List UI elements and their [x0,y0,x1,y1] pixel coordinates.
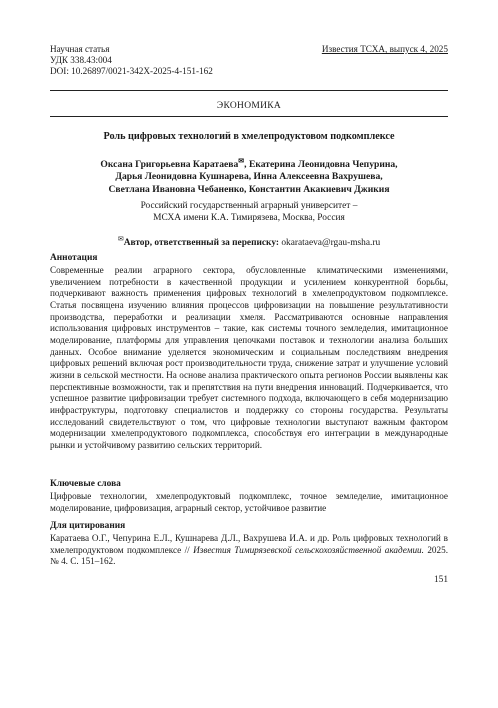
udc-code: УДК 338.43:004 [50,55,112,65]
corresponding-author: Оксана Григорьевна Каратаева [100,159,239,171]
correspondence-label: Автор, ответственный за переписку: [123,238,280,249]
envelope-icon: ✉ [238,157,245,165]
citation-text: Каратаева О.Г., Чепурина Е.Л., Кушнарева Д.Л., Вахрушева И.А. и др. Роль цифровых технологий в хмелепродуктовом подкомплексе // Известия Тимирязевской сельскохозяйственной академии. 2025. № 4. С. 151–162. [50,533,448,567]
correspondence [50,235,448,248]
citation-heading: Для цитирования [50,521,126,531]
keywords-text: Цифровые технологии, хмелепродуктовый подкомплекс, точное земледелие, имитационное моделирование, цифровизация, аграрный сектор, устойчивое развитие [50,491,448,513]
doi: DOI: 10.26897/0021-342X-2025-4-151-162 [50,66,213,76]
author-list: Оксана Григорьевна Каратаева✉, Екатерина Леонидовна Чепурина, Дарья Леонидовна Кушнарева, Инна Алексеевна Вахрушева, Светлана Ивановна Чебаненко, Константин Акакиевич Джикия [50,155,448,196]
authors-line-3: Светлана Ивановна Чебаненко, Константин Акакиевич Джикия [108,183,390,195]
article-type: Научная статья [50,44,110,54]
abstract-text: Современные реалии аграрного сектора, обусловленные климатическими изменениями, увеличением потребности в качественной продукции и усилением конкурентной борьбы, подчеркивают важность применения цифровых технологий в хмелепродуктовом подкомплексе. Статья посвящена изучению влияния процессов цифровизации на повышение результативности производства, переработки и реализации хмеля. Рассматриваются основные направления использования цифровых инструментов – такие, как системы точного земледелия, имитационное моделирование, платформы для управления цепочками поставок и технологии анализа больших данных. Особое внимание уделяется экономическим и социальным последствиям внедрения цифровых решений включая рост производительности труда, снижение затрат и улучшение условий жизни в сельской местности. На основе анализа практического опыта регионов России выявлены как перспективные возможности, так и препятствия на пути внедрения инноваций. Подчеркивается, что успешное развитие цифровизации требует системного подхода, включающего в себя модернизацию инфраструктуры, подготовку специалистов и поддержку со стороны государства. Результаты исследований свидетельствуют о том, что цифровые технологии выступают важным фактором модернизации хмелепродуктового подкомплекса, способствуя его интеграции в международные рынки и устойчивому развитию сельских территорий. [50,265,448,450]
correspondence-email: okarataeva@rgau-msha.ru [281,238,381,249]
abstract-heading: Аннотация [50,253,98,263]
article-title: Роль цифровых технологий в хмелепродуктовом подкомплексе [103,131,395,142]
section-rule [50,116,448,117]
journal-issue: Известия ТСХА, выпуск 4, 2025 [321,44,448,54]
affiliation: Российский государственный аграрный университет – МСХА имени К.А. Тимирязева, Москва, Россия [140,201,358,223]
envelope-icon: ✉ [117,235,124,243]
keywords-heading: Ключевые слова [50,479,121,489]
header-rule [50,90,448,91]
citation-journal: Известия Тимирязевской сельскохозяйственной академии. [193,544,424,555]
page-number: 151 [433,575,448,585]
article-meta [50,44,213,77]
authors-line-2: Дарья Леонидовна Кушнарева, Инна Алексеевна Вахрушева, [115,171,383,183]
section-label: ЭКОНОМИКА [216,101,282,111]
